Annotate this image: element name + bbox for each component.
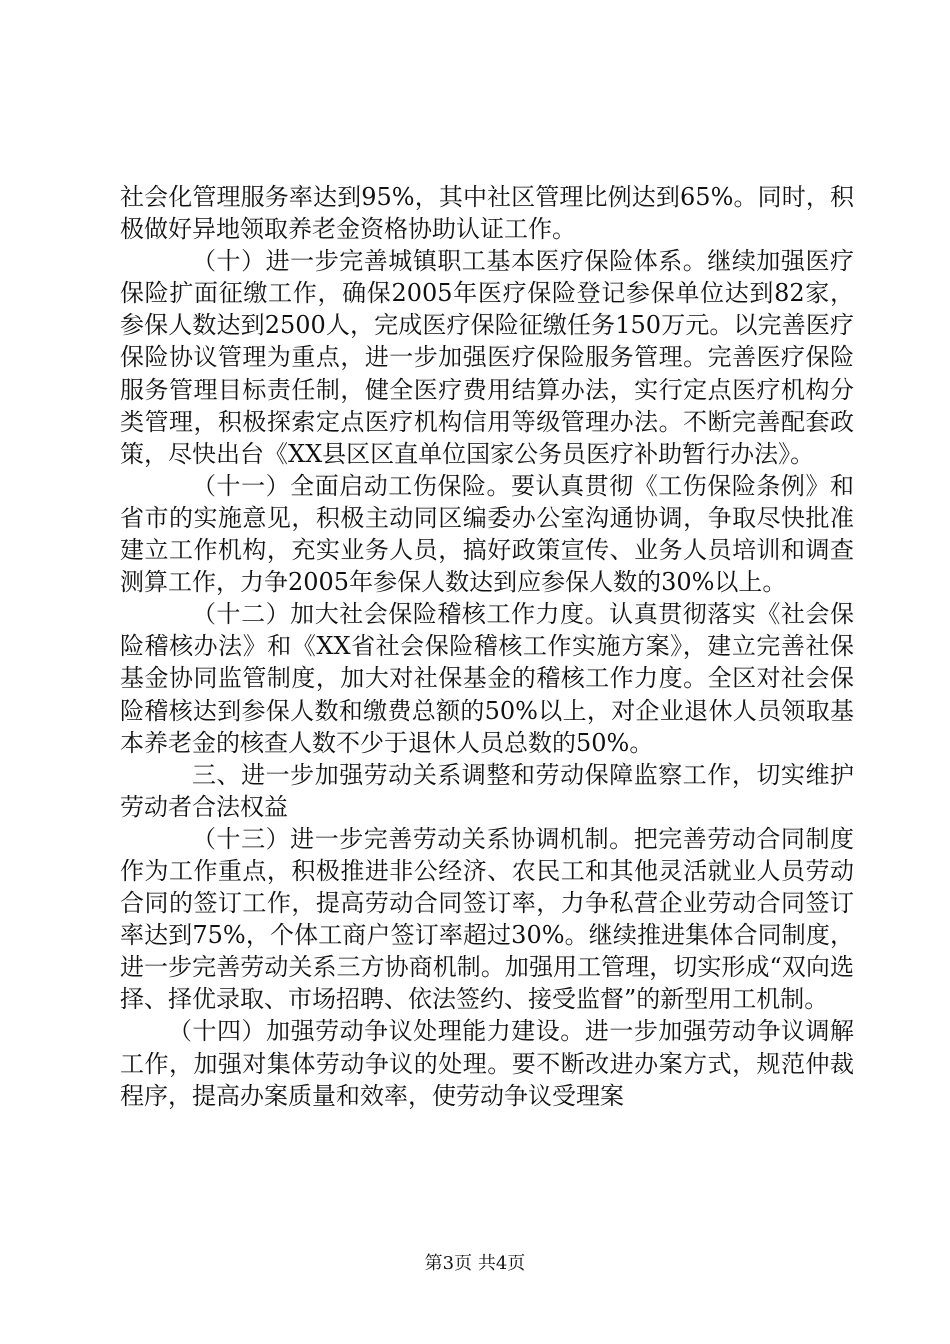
page-number-footer: 第3页 共4页 bbox=[424, 1253, 526, 1274]
paragraph-continued: 社会化管理服务率达到95%，其中社区管理比例达到65%。同时，积极做好异地领取养老金资格协助认证工作。 bbox=[120, 183, 854, 244]
paragraph-item-11: （十一）全面启动工伤保险。要认真贯彻《工伤保险条例》和省市的实施意见，积极主动同区编委办公室沟通协调，争取尽快批准建立工作机构，充实业务人员，搞好政策宣传、业务人员培训和调查测算工作，力争2005年参保人数达到应参保人数的30%以上。 bbox=[120, 471, 854, 597]
paragraph-item-12: （十二）加大社会保险稽核工作力度。认真贯彻落实《社会保险稽核办法》和《XX省社会保险稽核工作实施方案》，建立完善社保基金协同监管制度，加大对社保基金的稽核工作力度。全区对社会保险稽核达到参保人数和缴费总额的50%以上，对企业退休人员领取基本养老金的核查人数不少于退休人员总数的50%。 bbox=[120, 600, 854, 757]
paragraph-item-10: （十）进一步完善城镇职工基本医疗保险体系。继续加强医疗保险扩面征缴工作，确保2005年医疗保险登记参保单位达到82家，参保人数达到2500人，完成医疗保险征缴任务150万元。以完善医疗保险协议管理为重点，进一步加强医疗保险服务管理。完善医疗保险服务管理目标责任制，健全医疗费用结算办法，实行定点医疗机构分类管理，积极探索定点医疗机构信用等级管理办法。不断完善配套政策，尽快出台《XX县区区直单位国家公务员医疗补助暂行办法》。 bbox=[120, 247, 854, 468]
paragraph-item-13: （十三）进一步完善劳动关系协调机制。把完善劳动合同制度作为工作重点，积极推进非公经济、农民工和其他灵活就业人员劳动合同的签订工作，提高劳动合同签订率，力争私营企业劳动合同签订率达到75%，个体工商户签订率超过30%。继续推进集体合同制度，进一步完善劳动关系三方协商机制。加强用工管理，切实形成“双向选择、择优录取、市场招聘、依法签约、接受监督”的新型用工机制。 bbox=[120, 824, 854, 1014]
section-heading-3: 三、进一步加强劳动关系调整和劳动保障监察工作，切实维护劳动者合法权益 bbox=[120, 760, 854, 821]
paragraph-item-14: （十四）加强劳动争议处理能力建设。进一步加强劳动争议调解工作，加强对集体劳动争议的处理。要不断改进办案方式，规范仲裁程序，提高办案质量和效率，使劳动争议受理案 bbox=[120, 1017, 854, 1110]
document-body bbox=[120, 181, 854, 1112]
